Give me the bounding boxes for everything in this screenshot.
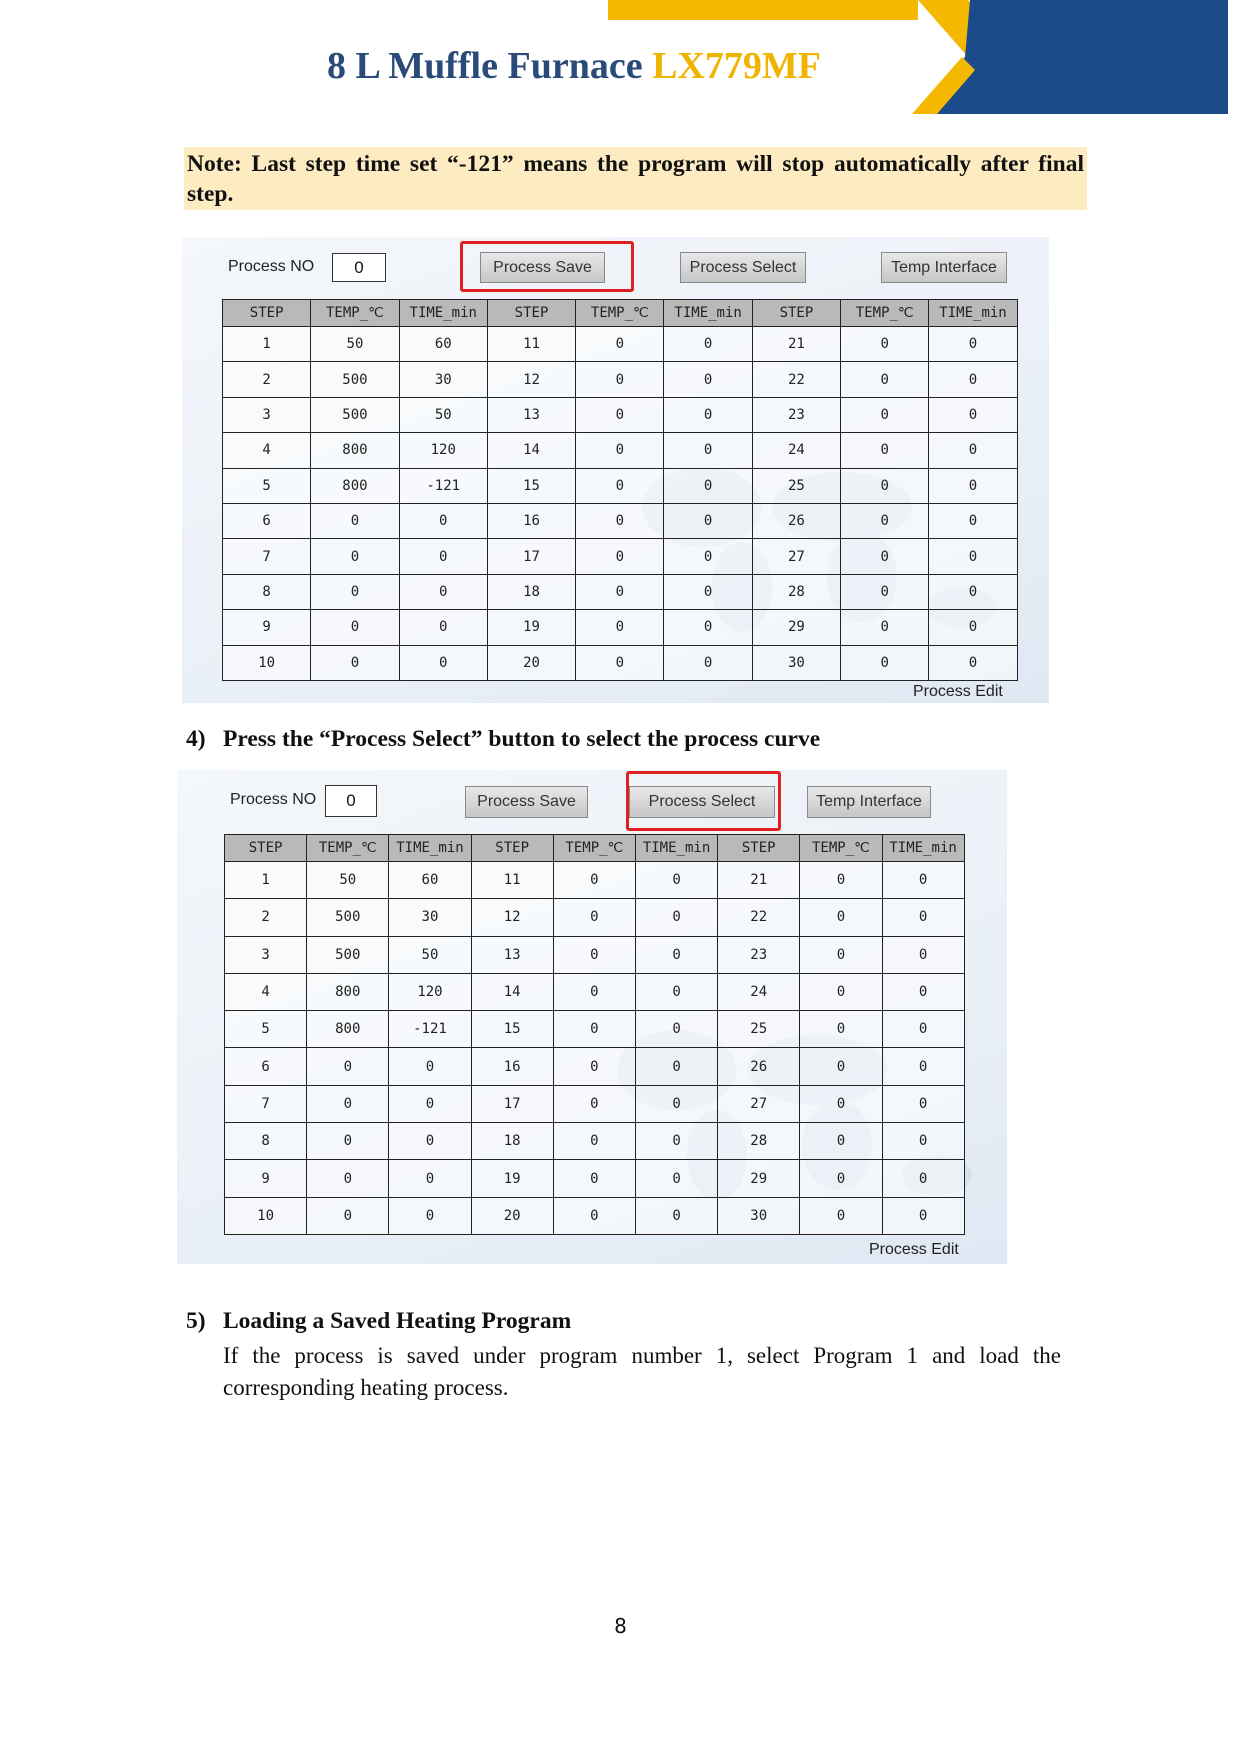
step-number-cell: 23	[718, 936, 800, 973]
value-cell[interactable]: 0	[576, 468, 664, 503]
step-number-cell: 28	[718, 1123, 800, 1160]
table-row	[225, 1048, 965, 1085]
value-cell[interactable]: 800	[311, 433, 399, 468]
value-cell[interactable]: 0	[841, 574, 929, 609]
value-cell[interactable]: -121	[399, 468, 487, 503]
table-row	[225, 936, 965, 973]
value-cell[interactable]: 0	[664, 610, 752, 645]
value-cell[interactable]: 0	[841, 397, 929, 432]
table-row	[223, 327, 1018, 362]
value-cell[interactable]: 0	[576, 610, 664, 645]
note-box: Note: Last step time set “-121” means the program will stop automatically after final step.	[184, 147, 1087, 210]
value-cell[interactable]: 0	[553, 1160, 635, 1197]
process-save-button[interactable]: Process Save	[480, 252, 605, 283]
process-edit-label: Process Edit	[913, 683, 1003, 700]
step-number-cell: 12	[471, 899, 553, 936]
process-select-button[interactable]: Process Select	[680, 252, 806, 283]
column-header: TEMP_℃	[307, 835, 389, 862]
column-header: STEP	[718, 835, 800, 862]
step-number-cell: 29	[752, 610, 840, 645]
value-cell[interactable]: 0	[399, 503, 487, 538]
value-cell[interactable]: 50	[307, 862, 389, 899]
table-row	[225, 1123, 965, 1160]
value-cell[interactable]: 0	[929, 433, 1017, 468]
value-cell[interactable]: 0	[800, 1197, 882, 1234]
value-cell[interactable]: 0	[307, 1160, 389, 1197]
value-cell[interactable]: 50	[311, 327, 399, 362]
document-title: 8 L Muffle Furnace LX779MF	[327, 45, 821, 87]
table-row	[223, 362, 1018, 397]
step-number-cell: 5	[225, 1011, 307, 1048]
highlight-process-select	[626, 771, 781, 831]
value-cell[interactable]: 30	[389, 899, 471, 936]
step-number-cell: 15	[471, 1011, 553, 1048]
step-number-cell: 18	[487, 574, 575, 609]
value-cell[interactable]: 0	[929, 574, 1017, 609]
value-cell[interactable]: 0	[307, 1123, 389, 1160]
value-cell[interactable]: 500	[311, 362, 399, 397]
table-row	[225, 1011, 965, 1048]
value-cell[interactable]: 0	[800, 973, 882, 1010]
value-cell[interactable]: 0	[882, 1160, 964, 1197]
value-cell[interactable]: 0	[635, 862, 717, 899]
value-cell[interactable]: 0	[576, 362, 664, 397]
process-no-label: Process NO	[230, 791, 317, 808]
step-number-cell: 30	[718, 1197, 800, 1234]
value-cell[interactable]: 0	[576, 574, 664, 609]
value-cell[interactable]: 0	[576, 397, 664, 432]
step-number-cell: 12	[487, 362, 575, 397]
step-number-cell: 13	[487, 397, 575, 432]
value-cell[interactable]: 0	[635, 936, 717, 973]
value-cell[interactable]: 0	[635, 1197, 717, 1234]
value-cell[interactable]: 0	[841, 645, 929, 680]
value-cell[interactable]: 0	[399, 574, 487, 609]
value-cell[interactable]: 120	[399, 433, 487, 468]
step-number-cell: 30	[752, 645, 840, 680]
step-number-cell: 24	[718, 973, 800, 1010]
value-cell[interactable]: 0	[635, 1085, 717, 1122]
value-cell[interactable]: 0	[576, 433, 664, 468]
step-number-cell: 28	[752, 574, 840, 609]
value-cell[interactable]: 0	[882, 862, 964, 899]
step-number-cell: 27	[752, 539, 840, 574]
model-number: LX779MF	[652, 45, 821, 87]
value-cell[interactable]: 0	[664, 503, 752, 538]
step-number-cell: 8	[223, 574, 311, 609]
process-no-label: Process NO	[228, 258, 315, 275]
value-cell[interactable]: 0	[635, 1011, 717, 1048]
table-row	[223, 468, 1018, 503]
process-edit-panel-select	[177, 770, 1007, 1264]
value-cell[interactable]: 0	[841, 610, 929, 645]
column-header: STEP	[752, 300, 840, 327]
table-row	[223, 539, 1018, 574]
step-number-cell: 9	[223, 610, 311, 645]
value-cell[interactable]: 0	[929, 397, 1017, 432]
step-number-cell: 17	[471, 1085, 553, 1122]
value-cell[interactable]: 0	[553, 1048, 635, 1085]
step-number-cell: 25	[752, 468, 840, 503]
value-cell[interactable]: 800	[311, 468, 399, 503]
step-number-cell: 23	[752, 397, 840, 432]
value-cell[interactable]: 800	[307, 1011, 389, 1048]
step-number-cell: 4	[225, 973, 307, 1010]
step-number-cell: 1	[225, 862, 307, 899]
temp-interface-button[interactable]: Temp Interface	[881, 252, 1007, 283]
process-table	[222, 299, 1018, 681]
column-header: STEP	[487, 300, 575, 327]
value-cell[interactable]: 0	[800, 1085, 882, 1122]
step-number-cell: 7	[225, 1085, 307, 1122]
value-cell[interactable]: 0	[929, 468, 1017, 503]
column-header: TIME_min	[399, 300, 487, 327]
step-number-cell: 7	[223, 539, 311, 574]
value-cell[interactable]: 0	[576, 327, 664, 362]
table-row	[225, 973, 965, 1010]
value-cell[interactable]: 0	[389, 1160, 471, 1197]
table-row	[223, 574, 1018, 609]
value-cell[interactable]: 0	[307, 1048, 389, 1085]
step-number-cell: 1	[223, 327, 311, 362]
column-header: STEP	[225, 835, 307, 862]
value-cell[interactable]: 800	[307, 973, 389, 1010]
value-cell[interactable]: 0	[399, 610, 487, 645]
value-cell[interactable]: 0	[882, 973, 964, 1010]
value-cell[interactable]: 0	[311, 610, 399, 645]
step-number-cell: 26	[718, 1048, 800, 1085]
column-header: TIME_min	[929, 300, 1017, 327]
step-number-cell: 6	[223, 503, 311, 538]
value-cell[interactable]: 0	[399, 645, 487, 680]
table-row	[223, 433, 1018, 468]
step-number-cell: 16	[487, 503, 575, 538]
value-cell[interactable]: 0	[576, 645, 664, 680]
value-cell[interactable]: 0	[553, 1085, 635, 1122]
step-number-cell: 11	[487, 327, 575, 362]
table-row	[223, 503, 1018, 538]
value-cell[interactable]: 0	[664, 362, 752, 397]
value-cell[interactable]: 0	[929, 645, 1017, 680]
process-edit-label: Process Edit	[869, 1241, 959, 1258]
value-cell[interactable]: 0	[635, 899, 717, 936]
step-number-cell: 15	[487, 468, 575, 503]
process-edit-panel-save	[182, 237, 1049, 703]
step-number-cell: 19	[487, 610, 575, 645]
step-number-cell: 4	[223, 433, 311, 468]
value-cell[interactable]: 500	[307, 936, 389, 973]
value-cell[interactable]: 50	[389, 936, 471, 973]
table-row	[225, 1085, 965, 1122]
table-row	[225, 1197, 965, 1234]
value-cell[interactable]: 0	[311, 574, 399, 609]
value-cell[interactable]: 0	[800, 862, 882, 899]
step-4: 4) Press the “Process Select” button to select the process curve	[186, 726, 821, 752]
value-cell[interactable]: 0	[841, 503, 929, 538]
temp-interface-button[interactable]: Temp Interface	[807, 786, 931, 818]
value-cell[interactable]: 0	[307, 1085, 389, 1122]
table-row	[225, 862, 965, 899]
value-cell[interactable]: -121	[389, 1011, 471, 1048]
table-header-row	[223, 300, 1018, 327]
value-cell[interactable]: 0	[664, 468, 752, 503]
value-cell[interactable]: 0	[553, 936, 635, 973]
column-header: TIME_min	[389, 835, 471, 862]
value-cell[interactable]: 0	[635, 973, 717, 1010]
value-cell[interactable]: 500	[311, 397, 399, 432]
value-cell[interactable]: 0	[841, 327, 929, 362]
value-cell[interactable]: 0	[664, 539, 752, 574]
value-cell[interactable]: 0	[576, 503, 664, 538]
value-cell[interactable]: 0	[929, 539, 1017, 574]
step-number-cell: 18	[471, 1123, 553, 1160]
value-cell[interactable]: 0	[311, 539, 399, 574]
step-number-cell: 3	[225, 936, 307, 973]
value-cell[interactable]: 0	[841, 362, 929, 397]
step-number-cell: 5	[223, 468, 311, 503]
value-cell[interactable]: 0	[882, 1048, 964, 1085]
value-cell[interactable]: 0	[882, 1123, 964, 1160]
step-number-cell: 8	[225, 1123, 307, 1160]
value-cell[interactable]: 0	[929, 503, 1017, 538]
value-cell[interactable]: 0	[664, 397, 752, 432]
value-cell[interactable]: 0	[882, 1197, 964, 1234]
value-cell[interactable]: 0	[929, 362, 1017, 397]
value-cell[interactable]: 0	[800, 899, 882, 936]
value-cell[interactable]: 0	[800, 1160, 882, 1197]
column-header: TIME_min	[882, 835, 964, 862]
table-row	[223, 397, 1018, 432]
value-cell[interactable]: 0	[882, 899, 964, 936]
value-cell[interactable]: 0	[841, 468, 929, 503]
step-number-cell: 21	[718, 862, 800, 899]
value-cell[interactable]: 0	[553, 1123, 635, 1160]
step-5-text: If the process is saved under program number 1, select Program 1 and load the corresponding heating process.	[223, 1343, 1061, 1400]
process-select-button[interactable]: Process Select	[629, 786, 775, 818]
value-cell[interactable]: 0	[882, 1085, 964, 1122]
value-cell[interactable]: 0	[389, 1197, 471, 1234]
value-cell[interactable]: 0	[389, 1123, 471, 1160]
step-number-cell: 22	[752, 362, 840, 397]
value-cell[interactable]: 0	[635, 1123, 717, 1160]
column-header: TEMP_℃	[800, 835, 882, 862]
step-number-cell: 2	[225, 899, 307, 936]
value-cell[interactable]: 0	[841, 539, 929, 574]
step-number-cell: 25	[718, 1011, 800, 1048]
value-cell[interactable]: 0	[800, 1123, 882, 1160]
table-header-row	[225, 835, 965, 862]
value-cell[interactable]: 500	[307, 899, 389, 936]
value-cell[interactable]: 0	[664, 433, 752, 468]
value-cell[interactable]: 30	[399, 362, 487, 397]
step-number-cell: 10	[225, 1197, 307, 1234]
step-number-cell: 6	[225, 1048, 307, 1085]
table-row	[223, 610, 1018, 645]
step-number-cell: 14	[487, 433, 575, 468]
value-cell[interactable]: 120	[389, 973, 471, 1010]
highlight-process-save	[460, 241, 634, 292]
column-header: STEP	[471, 835, 553, 862]
value-cell[interactable]: 0	[307, 1197, 389, 1234]
value-cell[interactable]: 0	[664, 327, 752, 362]
step-number-cell: 20	[471, 1197, 553, 1234]
step-number-cell: 3	[223, 397, 311, 432]
step-number-cell: 19	[471, 1160, 553, 1197]
step-number-cell: 24	[752, 433, 840, 468]
column-header: TEMP_℃	[576, 300, 664, 327]
step-number-cell: 17	[487, 539, 575, 574]
table-row	[225, 899, 965, 936]
value-cell[interactable]: 50	[399, 397, 487, 432]
value-cell[interactable]: 0	[800, 1011, 882, 1048]
column-header: STEP	[223, 300, 311, 327]
value-cell[interactable]: 60	[389, 862, 471, 899]
value-cell[interactable]: 0	[553, 1011, 635, 1048]
table-row	[223, 645, 1018, 680]
value-cell[interactable]: 0	[576, 539, 664, 574]
process-no-input[interactable]: 0	[332, 253, 386, 282]
value-cell[interactable]: 0	[553, 862, 635, 899]
step-number-cell: 11	[471, 862, 553, 899]
value-cell[interactable]: 0	[664, 645, 752, 680]
value-cell[interactable]: 0	[389, 1048, 471, 1085]
value-cell[interactable]: 0	[664, 574, 752, 609]
step-number-cell: 9	[225, 1160, 307, 1197]
process-no-input[interactable]: 0	[325, 785, 377, 817]
column-header: TEMP_℃	[841, 300, 929, 327]
value-cell[interactable]: 0	[553, 1197, 635, 1234]
step-number-cell: 26	[752, 503, 840, 538]
step-number-cell: 13	[471, 936, 553, 973]
value-cell[interactable]: 0	[882, 936, 964, 973]
step-number-cell: 29	[718, 1160, 800, 1197]
value-cell[interactable]: 0	[553, 973, 635, 1010]
step-number-cell: 14	[471, 973, 553, 1010]
value-cell[interactable]: 0	[311, 503, 399, 538]
value-cell[interactable]: 0	[389, 1085, 471, 1122]
value-cell[interactable]: 0	[635, 1048, 717, 1085]
value-cell[interactable]: 0	[841, 433, 929, 468]
value-cell[interactable]: 0	[882, 1011, 964, 1048]
step-number-cell: 22	[718, 899, 800, 936]
page-number: 8	[614, 1614, 627, 1638]
value-cell[interactable]: 0	[553, 899, 635, 936]
step-number-cell: 16	[471, 1048, 553, 1085]
value-cell[interactable]: 0	[311, 645, 399, 680]
step-5-title: 5) Loading a Saved Heating Program	[186, 1308, 572, 1334]
step-number-cell: 21	[752, 327, 840, 362]
process-save-button[interactable]: Process Save	[465, 786, 588, 818]
step-number-cell: 27	[718, 1085, 800, 1122]
step-number-cell: 2	[223, 362, 311, 397]
value-cell[interactable]: 0	[800, 936, 882, 973]
table-row	[225, 1160, 965, 1197]
step-number-cell: 10	[223, 645, 311, 680]
value-cell[interactable]: 0	[929, 610, 1017, 645]
process-table	[224, 834, 965, 1235]
column-header: TEMP_℃	[311, 300, 399, 327]
value-cell[interactable]: 0	[929, 327, 1017, 362]
value-cell[interactable]: 60	[399, 327, 487, 362]
column-header: TEMP_℃	[553, 835, 635, 862]
column-header: TIME_min	[664, 300, 752, 327]
column-header: TIME_min	[635, 835, 717, 862]
value-cell[interactable]: 0	[635, 1160, 717, 1197]
value-cell[interactable]: 0	[800, 1048, 882, 1085]
value-cell[interactable]: 0	[399, 539, 487, 574]
step-number-cell: 20	[487, 645, 575, 680]
